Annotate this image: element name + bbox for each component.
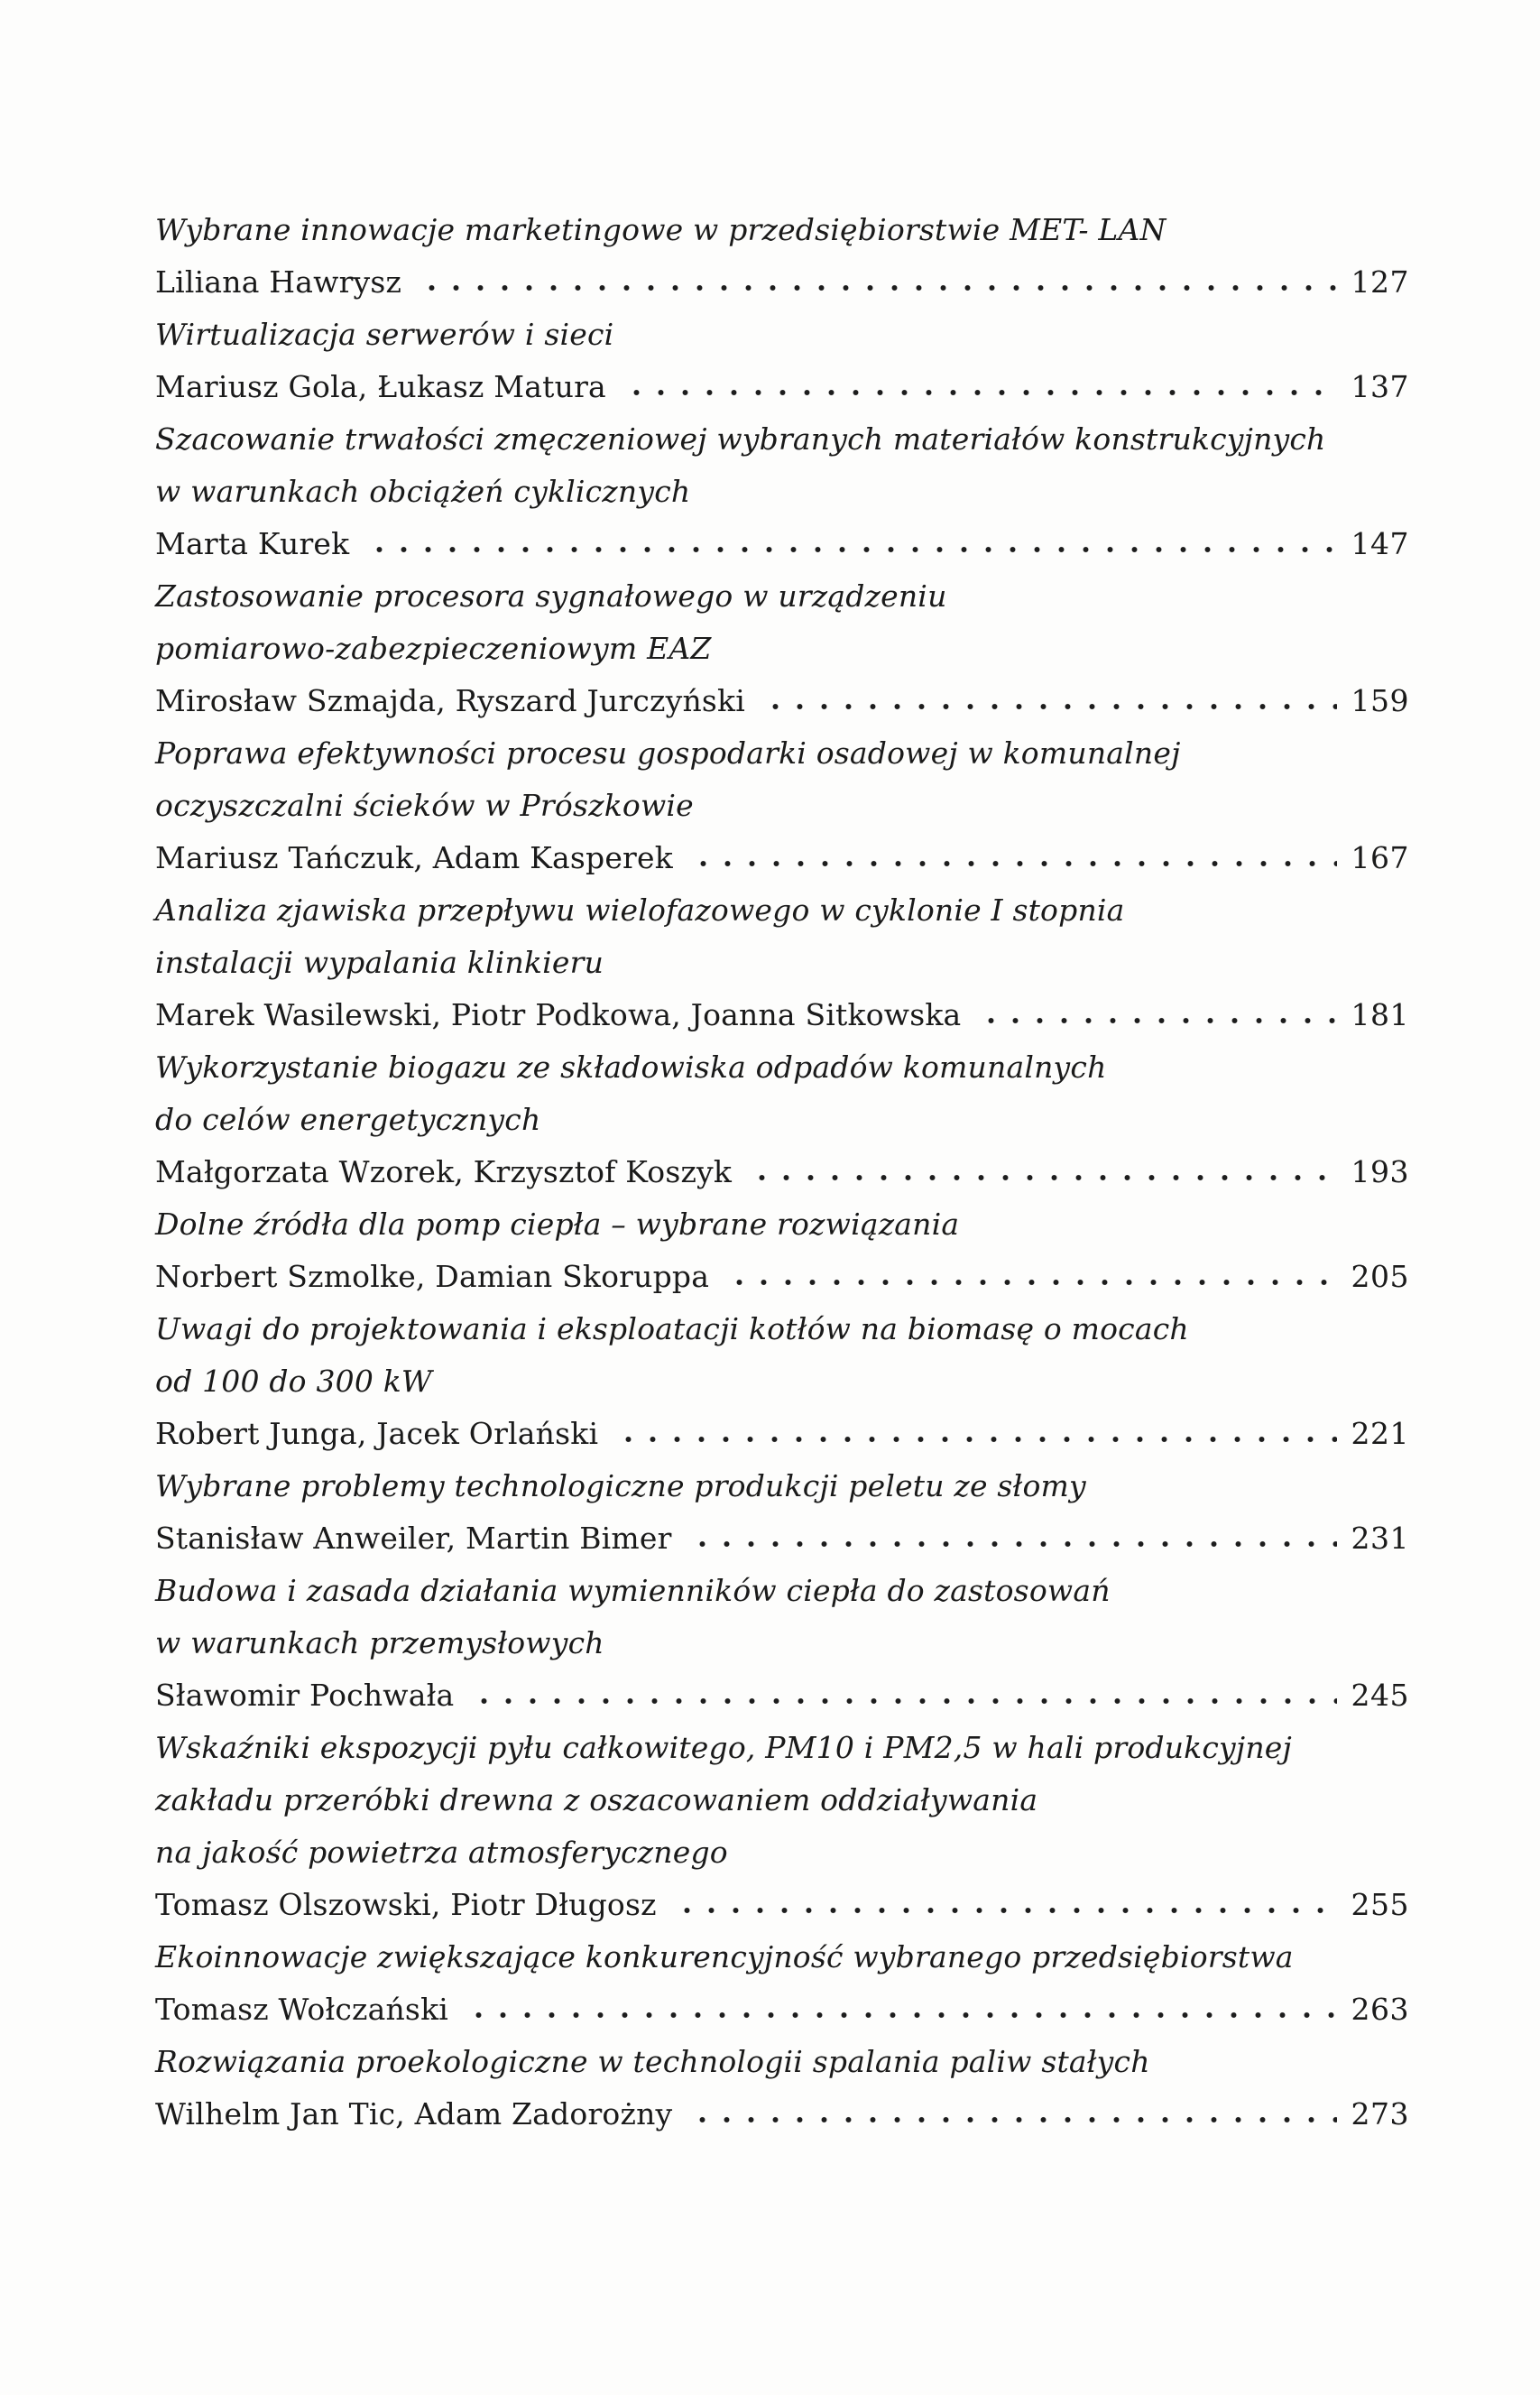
entry-title-line: Wybrane innowacje marketingowe w przedsiębiorstwie MET- LAN <box>155 212 1167 247</box>
entry-author-row <box>155 518 1409 570</box>
entry-authors: Norbert Szmolke, Damian Skoruppa <box>155 1259 710 1294</box>
entry-author-row <box>155 361 1409 413</box>
dot-leader <box>613 1408 1337 1460</box>
toc-list <box>155 204 1409 2141</box>
entry-author-row <box>155 1146 1409 1198</box>
entry-title <box>155 727 1409 832</box>
entry-authors: Wilhelm Jan Tic, Adam Zadorożny <box>155 2096 673 2131</box>
dot-leader <box>364 518 1337 570</box>
entry-title <box>155 1722 1409 1879</box>
entry-title-line: na jakość powietrza atmosferycznego <box>155 1835 728 1870</box>
dot-leader <box>468 1669 1337 1722</box>
entry-title <box>155 309 1409 361</box>
entry-title <box>155 1303 1409 1408</box>
dot-leader <box>760 675 1337 727</box>
entry-title-line: pomiarowo-zabezpieczeniowym EAZ <box>155 631 712 666</box>
entry-page-number: 127 <box>1351 264 1409 300</box>
entry-page-number: 245 <box>1351 1678 1409 1713</box>
toc-entry <box>155 309 1409 413</box>
entry-authors: Liliana Hawrysz <box>155 264 402 300</box>
entry-title <box>155 1460 1409 1512</box>
entry-authors: Tomasz Olszowski, Piotr Długosz <box>155 1887 657 1922</box>
entry-page-number: 205 <box>1351 1259 1409 1294</box>
entry-title <box>155 1565 1409 1669</box>
dot-leader <box>687 832 1337 884</box>
entry-page-number: 159 <box>1351 683 1409 718</box>
entry-authors: Marek Wasilewski, Piotr Podkowa, Joanna Sitkowska <box>155 997 962 1032</box>
dot-leader <box>975 989 1337 1041</box>
dot-leader <box>746 1146 1337 1198</box>
entry-authors: Sławomir Pochwała <box>155 1678 455 1713</box>
entry-title <box>155 1931 1409 1984</box>
entry-title-line: do celów energetycznych <box>155 1102 541 1137</box>
entry-title-line: Ekoinnowacje zwiększające konkurencyjność wybranego przedsiębiorstwa <box>155 1939 1294 1974</box>
entry-title-line: Budowa i zasada działania wymienników ciepła do zastosowań <box>155 1573 1111 1608</box>
entry-title-line: Analiza zjawiska przepływu wielofazowego w cyklonie I stopnia <box>155 892 1125 928</box>
entry-page-number: 221 <box>1351 1416 1409 1451</box>
entry-page-number: 273 <box>1351 2096 1409 2131</box>
entry-title <box>155 204 1409 256</box>
entry-title-line: Wybrane problemy technologiczne produkcji peletu ze słomy <box>155 1468 1086 1503</box>
entry-author-row <box>155 675 1409 727</box>
dot-leader <box>724 1251 1337 1303</box>
entry-authors: Małgorzata Wzorek, Krzysztof Koszyk <box>155 1154 733 1189</box>
entry-author-row <box>155 1669 1409 1722</box>
entry-author-row <box>155 1879 1409 1931</box>
entry-author-row <box>155 1512 1409 1565</box>
entry-authors: Mariusz Gola, Łukasz Matura <box>155 369 606 404</box>
toc-entry <box>155 2036 1409 2141</box>
dot-leader <box>687 1512 1337 1565</box>
toc-entry <box>155 1303 1409 1460</box>
entry-title-line: w warunkach obciążeń cyklicznych <box>155 474 691 509</box>
entry-authors: Mariusz Tańczuk, Adam Kasperek <box>155 840 673 875</box>
entry-title-line: Wirtualizacja serwerów i sieci <box>155 317 614 352</box>
dot-leader <box>463 1984 1337 2036</box>
entry-title-line: w warunkach przemysłowych <box>155 1625 604 1660</box>
toc-entry <box>155 1198 1409 1303</box>
entry-title <box>155 2036 1409 2088</box>
dot-leader <box>671 1879 1337 1931</box>
toc-entry <box>155 1722 1409 1931</box>
entry-author-row <box>155 2088 1409 2141</box>
entry-title <box>155 1198 1409 1251</box>
entry-title-line: Szacowanie trwałości zmęczeniowej wybranych materiałów konstrukcyjnych <box>155 421 1326 457</box>
entry-title-line: instalacji wypalania klinkieru <box>155 945 604 980</box>
dot-leader <box>416 256 1337 309</box>
toc-entry <box>155 1460 1409 1565</box>
entry-author-row <box>155 989 1409 1041</box>
dot-leader <box>621 361 1337 413</box>
entry-authors: Robert Junga, Jacek Orlański <box>155 1416 599 1451</box>
entry-title-line: od 100 do 300 kW <box>155 1364 433 1399</box>
dot-leader <box>687 2088 1337 2141</box>
entry-title <box>155 570 1409 675</box>
entry-authors: Tomasz Wołczański <box>155 1992 449 2027</box>
toc-entry <box>155 884 1409 1041</box>
entry-title <box>155 1041 1409 1146</box>
entry-author-row <box>155 1984 1409 2036</box>
entry-title-line: Zastosowanie procesora sygnałowego w urządzeniu <box>155 578 947 614</box>
entry-page-number: 147 <box>1351 526 1409 561</box>
entry-page-number: 137 <box>1351 369 1409 404</box>
entry-page-number: 255 <box>1351 1887 1409 1922</box>
toc-entry <box>155 1931 1409 2036</box>
entry-title-line: Uwagi do projektowania i eksploatacji kotłów na biomasę o mocach <box>155 1311 1189 1346</box>
entry-title-line: Rozwiązania proekologiczne w technologii spalania paliw stałych <box>155 2044 1150 2079</box>
entry-title-line: Wykorzystanie biogazu ze składowiska odpadów komunalnych <box>155 1050 1107 1085</box>
entry-title-line: Dolne źródła dla pomp ciepła – wybrane rozwiązania <box>155 1207 960 1242</box>
entry-title-line: oczyszczalni ścieków w Prószkowie <box>155 788 694 823</box>
entry-title <box>155 884 1409 989</box>
entry-page-number: 231 <box>1351 1521 1409 1556</box>
entry-title-line: Wskaźniki ekspozycji pyłu całkowitego, PM10 i PM2,5 w hali produkcyjnej <box>155 1730 1292 1765</box>
toc-entry <box>155 413 1409 570</box>
entry-page-number: 181 <box>1351 997 1409 1032</box>
entry-authors: Stanisław Anweiler, Martin Bimer <box>155 1521 672 1556</box>
toc-entry <box>155 1565 1409 1722</box>
toc-entry <box>155 1041 1409 1198</box>
toc-entry <box>155 204 1409 309</box>
toc-entry <box>155 727 1409 884</box>
toc-entry <box>155 570 1409 727</box>
entry-page-number: 263 <box>1351 1992 1409 2027</box>
entry-title-line: Poprawa efektywności procesu gospodarki osadowej w komunalnej <box>155 735 1181 771</box>
entry-author-row <box>155 256 1409 309</box>
entry-title <box>155 413 1409 518</box>
entry-authors: Marta Kurek <box>155 526 350 561</box>
entry-author-row <box>155 1408 1409 1460</box>
entry-authors: Mirosław Szmajda, Ryszard Jurczyński <box>155 683 746 718</box>
entry-author-row <box>155 1251 1409 1303</box>
entry-page-number: 167 <box>1351 840 1409 875</box>
entry-author-row <box>155 832 1409 884</box>
entry-page-number: 193 <box>1351 1154 1409 1189</box>
entry-title-line: zakładu przeróbki drewna z oszacowaniem oddziaływania <box>155 1782 1038 1817</box>
